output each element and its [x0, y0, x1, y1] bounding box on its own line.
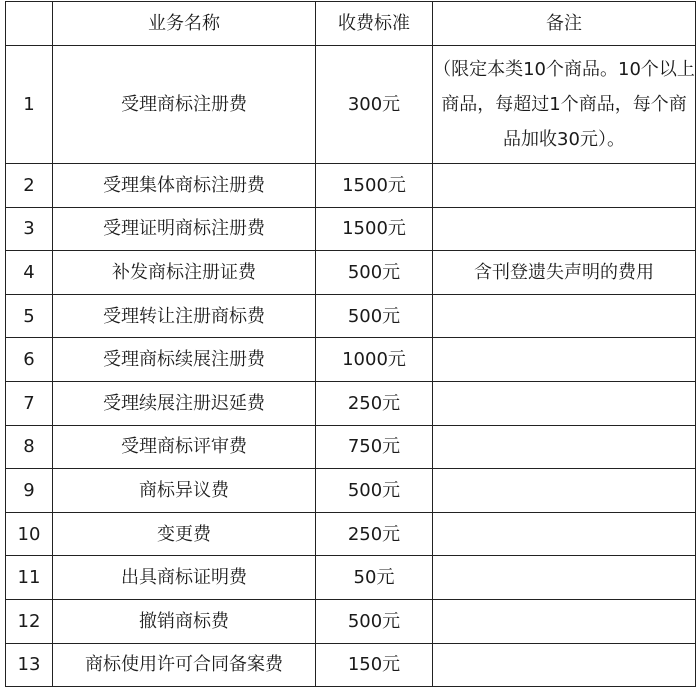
table-row [6, 207, 696, 251]
row-business-name: 商标异议费 [53, 469, 316, 513]
row-business-name: 补发商标注册证费 [53, 251, 316, 295]
row-fee: 1000元 [316, 338, 433, 382]
table-row [6, 599, 696, 643]
row-index: 9 [6, 469, 53, 513]
row-fee: 300元 [316, 46, 433, 164]
row-remark [433, 207, 696, 251]
table-row [6, 251, 696, 295]
table-row [6, 469, 696, 513]
row-fee: 500元 [316, 251, 433, 295]
table-row [6, 338, 696, 382]
table-row [6, 425, 696, 469]
row-index: 1 [6, 46, 53, 164]
table-row [6, 164, 696, 208]
table-row [6, 512, 696, 556]
row-index: 5 [6, 294, 53, 338]
row-business-name: 变更费 [53, 512, 316, 556]
row-fee: 1500元 [316, 207, 433, 251]
table-row [6, 294, 696, 338]
row-remark: （限定本类10个商品。10个以上商品，每超过1个商品，每个商品加收30元）。 [433, 46, 696, 164]
table-header-row [6, 2, 696, 46]
row-fee: 500元 [316, 469, 433, 513]
row-index: 8 [6, 425, 53, 469]
row-business-name: 受理商标评审费 [53, 425, 316, 469]
header-remarks: 备注 [433, 2, 696, 46]
row-business-name: 受理集体商标注册费 [53, 164, 316, 208]
row-remark [433, 338, 696, 382]
row-index: 4 [6, 251, 53, 295]
row-remark [433, 425, 696, 469]
header-index [6, 2, 53, 46]
table-row [6, 46, 696, 164]
row-business-name: 商标使用许可合同备案费 [53, 643, 316, 687]
row-business-name: 受理续展注册迟延费 [53, 381, 316, 425]
row-index: 11 [6, 556, 53, 600]
row-remark [433, 556, 696, 600]
table-row [6, 381, 696, 425]
row-fee: 50元 [316, 556, 433, 600]
row-index: 13 [6, 643, 53, 687]
row-index: 12 [6, 599, 53, 643]
row-fee: 500元 [316, 599, 433, 643]
row-remark [433, 381, 696, 425]
header-fee-standard: 收费标准 [316, 2, 433, 46]
row-remark [433, 512, 696, 556]
row-business-name: 受理证明商标注册费 [53, 207, 316, 251]
row-remark [433, 294, 696, 338]
row-business-name: 受理商标续展注册费 [53, 338, 316, 382]
row-business-name: 受理转让注册商标费 [53, 294, 316, 338]
row-remark: 含刊登遗失声明的费用 [433, 251, 696, 295]
row-fee: 500元 [316, 294, 433, 338]
row-index: 2 [6, 164, 53, 208]
row-business-name: 出具商标证明费 [53, 556, 316, 600]
row-fee: 150元 [316, 643, 433, 687]
table-row [6, 643, 696, 687]
row-fee: 750元 [316, 425, 433, 469]
row-business-name: 受理商标注册费 [53, 46, 316, 164]
header-business-name: 业务名称 [53, 2, 316, 46]
row-fee: 1500元 [316, 164, 433, 208]
row-index: 7 [6, 381, 53, 425]
row-index: 6 [6, 338, 53, 382]
row-index: 3 [6, 207, 53, 251]
row-index: 10 [6, 512, 53, 556]
row-remark [433, 599, 696, 643]
row-remark [433, 643, 696, 687]
row-fee: 250元 [316, 512, 433, 556]
row-remark [433, 164, 696, 208]
fee-table [5, 1, 696, 687]
table-row [6, 556, 696, 600]
row-fee: 250元 [316, 381, 433, 425]
row-remark [433, 469, 696, 513]
row-business-name: 撤销商标费 [53, 599, 316, 643]
